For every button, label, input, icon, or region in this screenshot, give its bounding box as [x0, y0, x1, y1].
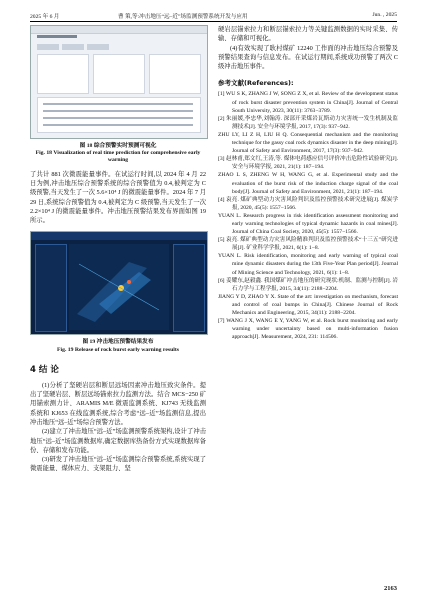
figure-18-screenshot	[30, 25, 208, 139]
figure-18-tab	[37, 44, 59, 50]
figure-18-table-row	[43, 103, 193, 105]
reference-item: [6] 姜耀东,赵毅鑫. 我国煤矿冲击地压的研究现状:机制、监测与控制[J]. 岩石力学与工程学报, 2015, 34(11): 2188−2204.	[218, 277, 398, 292]
figure-19-caption-cn: 图 19 冲击地压预警结果发布	[82, 339, 154, 346]
figure-19-mine-map	[69, 244, 169, 330]
reference-item: ZHU LY, LI Z H, LIU H Q. Consequential mechanism and the monitoring technique for the gassy coal rock dynamics disaster in the deep mining[J]. Journal of Safety and Environment, 2017, 17(3): 937−942.	[218, 131, 398, 155]
figure-19-screenshot	[30, 231, 208, 335]
figure-18-tab	[62, 44, 84, 50]
conclusion-paragraph: (1)分析了坚硬岩层和断层远场因素冲击地压致灾条件。提出了坚硬岩层、断层远场锚索拉力监测方法。结合 MCS−250 矿用锚索测力计、ARAMIS M/E 微震监测系统、KJ743 无线监测系统和 KJ653 在线监测系统,综合考虑“远–近”场监测信息,提出冲击地压“远–近”场综合预警方法。	[30, 381, 206, 426]
figure-18-app-bar	[31, 26, 207, 34]
figure-18-table-row	[43, 124, 193, 126]
reference-item: [3] 赵林甫,郑文红,王涛,等. 煤体电荷感应信号评价冲击危险性试验研究[J]. 安全与环境学报, 2021, 21(1): 187−194.	[218, 156, 398, 171]
running-header-title: 曹 策,等:冲击地压“远–近”场监测预警系统开发与应用	[118, 14, 248, 20]
figure-19-caption-en: Fig. 19 Release of rock burst early warning results	[57, 346, 179, 353]
reference-item: ZHAO L S, ZHENG W H, WANG G, et al. Experimental study and the evaluation of the burst risk of the induction charge signal of the coal body[J]. Journal of Safety and Environment, 2021, 21(1): 187−194.	[218, 172, 398, 195]
figure-19-right-panel	[173, 244, 205, 332]
reference-item: [5] 袁亮. 煤矿典型动力灾害风险精准判识及监控预警技术“十三五”研究进展[J]. 矿业科学学报, 2021, 6(1): 1−8.	[218, 237, 398, 252]
body-paragraph: 了共计 881 次微震能量事件。在试运行时间,以 2024 年 4 月 22 日为例,冲击地压综合预警系统的综合预警值为 0.4,被判定为 C 级预警,当天发生了一次 5.6×10⁴ J 的微震能量事件。2024 年 7 月 29 日,系统综合预警值为 0.4,被判定为 C 级预警,当天发生了一次 2.2×10⁴ J 的微震能量事件。冲击地压预警结果发布界面如图 19 所示。	[30, 170, 206, 225]
figure-18-app-title	[37, 35, 77, 38]
conclusion-paragraph: (2)建立了冲击地压“远–近”场监测预警系统架构,设计了冲击地压“远–近”场监测数据库,确定数据库热备份方式实现数据库备份、存储和发布功能。	[30, 428, 206, 454]
header-rule	[30, 21, 397, 22]
reference-item: [4] 袁亮. 煤矿典型动力灾害风险判识及监控预警技术研究进展[J]. 煤炭学报, 2020, 45(5): 1557−1566.	[218, 196, 398, 211]
body-paragraph: 硬岩层锚索拉力和断层锚索拉力等关键监测数据的实时采集、传输、存储和可视化。	[218, 26, 398, 43]
references-title: 参考文献(References):	[218, 79, 294, 88]
left-column	[30, 25, 206, 474]
right-column	[218, 25, 398, 341]
running-header-issue: Jun. , 2025	[372, 12, 397, 18]
reference-item: YUAN L. Research progress in risk identification assessment monitoring and early warning technologies of typical dynamic hazards in coal mines[J]. Journal of China Coal Society, 2020, 45(5): 1557−1566.	[218, 212, 398, 236]
figure-18-table-row	[43, 117, 193, 119]
reference-item: [1] WU S K, ZHANG J W, SONG Z X, et al. Review of the development status of rock burst disaster prevention system in China[J]. Journal of Central South University, 2023, 30(11): 3763−3789.	[218, 91, 398, 114]
figure-18-table-row	[43, 110, 193, 112]
running-header-date: 2025 年 6 月	[30, 14, 60, 20]
figure-18-card	[93, 54, 145, 94]
figure-19-left-panel	[35, 244, 67, 332]
figure-18-caption-en: Fig. 18 Visualization of real time prediction for comprehensive early warning	[35, 150, 201, 164]
section-4-title: 4 结 论	[30, 364, 59, 375]
figure-18-caption-cn: 图 18 综合预警实时预测可视化	[79, 143, 157, 149]
figure-18-card	[37, 54, 89, 94]
reference-item: [2] 朱丽媛,李忠华,刘翰涛. 深部开采煤岩瓦斯动力灾害统一发生机制及监测技术[J]. 安全与环境学报, 2017, 17(3): 937−942.	[218, 115, 398, 130]
figure-19-app-header	[31, 232, 207, 240]
conclusion-paragraph: (3)研发了冲击地压“远–近”场监测综合预警系统,系统实现了微震能量、煤体应力、支架阻力、坚	[30, 456, 206, 473]
figure-18-card	[149, 54, 201, 94]
reference-item: [7] WANG J X, WANG E Y, YANG W, et al. Rock burst monitoring and early warning under uncertainty based on multi-information fusion approach[J]. Measurement, 2024, 231: 114506.	[218, 318, 398, 341]
conclusion-paragraph: (4)有效实现了耿村煤矿 12240 工作面的冲击地压综合预警及预警结果查询与信息发布。在试运行期间,系统成功预警了两次 C 级冲击地压事件。	[218, 44, 398, 71]
page-number: 2163	[384, 585, 397, 592]
reference-item: JIANG Y D, ZHAO Y X. State of the art: investigation on mechanism, forecast and control of coal bumps in China[J]. Chinese Journal of Rock Mechanics and Engineering, 2015, 34(11): 2188−2204.	[218, 293, 398, 317]
figure-18-tab	[87, 44, 109, 50]
reference-item: YUAN L. Risk identification, monitoring and early warning of typical coal mine dynamic disasters during the 13th Five-Year Plan period[J]. Journal of Mining Science and Technology, 2021, 6(1): 1−8.	[218, 253, 398, 276]
